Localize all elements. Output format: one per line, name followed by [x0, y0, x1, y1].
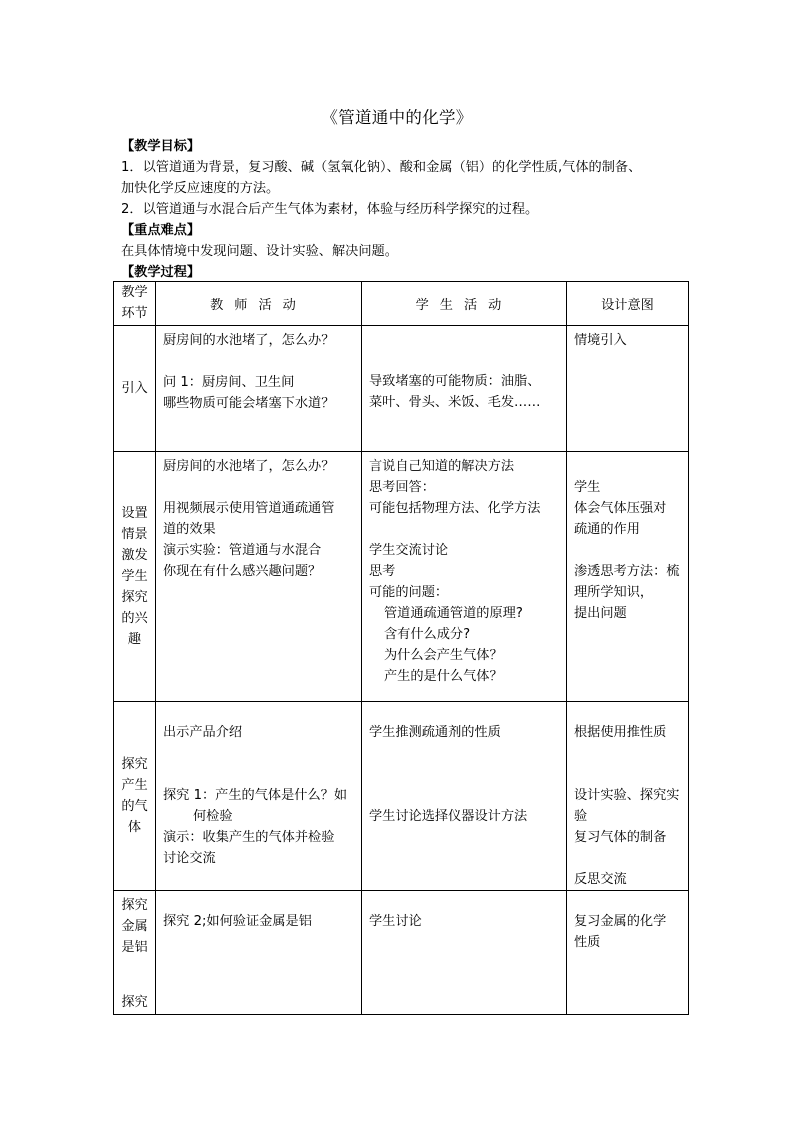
table-row [114, 891, 689, 1015]
teacher-line [163, 477, 355, 498]
design-line: 学生 [574, 480, 601, 495]
student-line: 管道通疏通管道的原理? [384, 606, 523, 621]
teaching-process-table [113, 281, 689, 1015]
teacher-line: 厨房间的水池堵了，怎么办？ [163, 333, 335, 348]
teacher-line: 何检验 [193, 809, 233, 824]
student-line: 产生的是什么气体？ [384, 669, 503, 684]
student-line [369, 764, 560, 785]
student-line: 导致堵塞的可能物质：油脂、 [369, 374, 541, 389]
design-line: 情境引入 [574, 333, 627, 348]
student-line: 思考回答： [369, 480, 435, 495]
objective-line-3: 2．以管道通与水混合后产生气体为素材，体验与经历科学探究的过程。 [121, 202, 539, 217]
design-cell [567, 326, 689, 452]
stage-label: 探究产生的气体 [121, 757, 148, 835]
design-line: 渗透思考方法：梳 [574, 564, 680, 579]
objective-line-2: 加快化学反应速度的方法。 [121, 181, 280, 196]
student-cell [362, 326, 567, 452]
teacher-line: 哪些物质可能会堵塞下水道？ [163, 396, 335, 411]
teacher-cell [156, 891, 362, 1015]
design-line [574, 764, 682, 785]
design-line: 验 [574, 809, 588, 824]
header-stage-line-2: 环节 [121, 305, 148, 321]
student-line: 学生讨论选择仪器设计方法 [369, 809, 528, 824]
teacher-line: 厨房间的水池堵了，怎么办？ [163, 459, 335, 474]
student-line: 可能的问题： [369, 585, 449, 600]
design-line: 性质 [574, 935, 601, 950]
objective-line-1: 1．以管道通为背景，复习酸、碱（氢氧化钠）、酸和金属（铝）的化学性质,气体的制备、 [121, 160, 642, 175]
teacher-line: 用视频展示使用管道通疏通管 [163, 501, 335, 516]
design-line [574, 456, 682, 477]
header-teacher: 教师活动 [156, 282, 362, 326]
student-line: 言说自己知道的解决方法 [369, 459, 515, 474]
table-row [114, 702, 689, 891]
stage-cell [114, 891, 156, 1015]
teacher-cell [156, 452, 362, 702]
student-line [369, 519, 560, 540]
process-heading: 【教学过程】 [121, 265, 201, 280]
teacher-cell [156, 702, 362, 891]
header-design: 设计意图 [567, 282, 689, 326]
stage-cell [114, 702, 156, 891]
design-line: 根据使用推性质 [574, 725, 667, 740]
student-cell [362, 702, 567, 891]
stage-label: 引入 [121, 381, 148, 396]
stage-label-extra: 探究 [121, 994, 148, 1010]
objectives-heading: 【教学目标】 [121, 139, 201, 154]
teacher-line: 你现在有什么感兴趣问题？ [163, 564, 322, 579]
design-line: 疏通的作用 [574, 522, 640, 537]
design-cell [567, 891, 689, 1015]
header-stage [114, 282, 156, 326]
teacher-line: 演示实验：管道通与水混合 [163, 543, 322, 558]
stage-cell [114, 452, 156, 702]
stage-cell [114, 326, 156, 452]
teacher-line [163, 764, 355, 785]
teacher-line: 探究 2;如何验证金属是铝 [163, 914, 312, 929]
stage-label: 探究金属是铝 [121, 897, 148, 955]
design-line: 反思交流 [574, 872, 627, 887]
design-line: 复习气体的制备 [574, 830, 667, 845]
student-line: 为什么会产生气体？ [384, 648, 503, 663]
design-line [574, 848, 682, 869]
header-stage-line-1: 教学 [121, 284, 148, 300]
design-line: 体会气体压强对 [574, 501, 667, 516]
teacher-line: 出示产品介绍 [163, 725, 243, 740]
objectives-section [121, 136, 681, 283]
student-line: 菜叶、骨头、米饭、毛发…… [369, 395, 541, 410]
student-line: 可能包括物理方法、化学方法 [369, 501, 541, 516]
key-points-heading: 【重点难点】 [121, 223, 201, 238]
student-line: 学生讨论 [369, 914, 422, 929]
document-title: 《管道通中的化学》 [321, 108, 473, 127]
key-points-text: 在具体情境中发现问题、设计实验、解决问题。 [121, 244, 398, 259]
header-student: 学生活动 [362, 282, 567, 326]
design-line [574, 743, 682, 764]
stage-label: 设置情景激发学生探究的兴趣 [121, 506, 148, 647]
design-cell [567, 452, 689, 702]
design-cell [567, 702, 689, 891]
teacher-line: 探究 1：产生的气体是什么？如 [163, 788, 348, 803]
student-line [369, 743, 560, 764]
student-line: 学生交流讨论 [369, 543, 449, 558]
teacher-cell [156, 326, 362, 452]
table-header-row [114, 282, 689, 326]
teacher-line: 道的效果 [163, 522, 216, 537]
teacher-line: 讨论交流 [163, 851, 216, 866]
teacher-line [163, 351, 355, 372]
student-cell [362, 452, 567, 702]
student-cell [362, 891, 567, 1015]
student-line: 思考 [369, 564, 396, 579]
student-line [369, 785, 560, 806]
teacher-line: 问 1：厨房间、卫生间 [163, 375, 295, 390]
table-row [114, 326, 689, 452]
teacher-line: 演示：收集产生的气体并检验 [163, 830, 335, 845]
design-line: 复习金属的化学 [574, 914, 667, 929]
design-line [574, 540, 682, 561]
student-line: 含有什么成分? [384, 627, 471, 642]
design-line: 理所学知识， [574, 585, 654, 600]
design-line: 设计实验、探究实 [574, 788, 680, 803]
student-line: 学生推测疏通剂的性质 [369, 725, 501, 740]
design-line: 提出问题 [574, 606, 627, 621]
table-row [114, 452, 689, 702]
teacher-line [163, 743, 355, 764]
